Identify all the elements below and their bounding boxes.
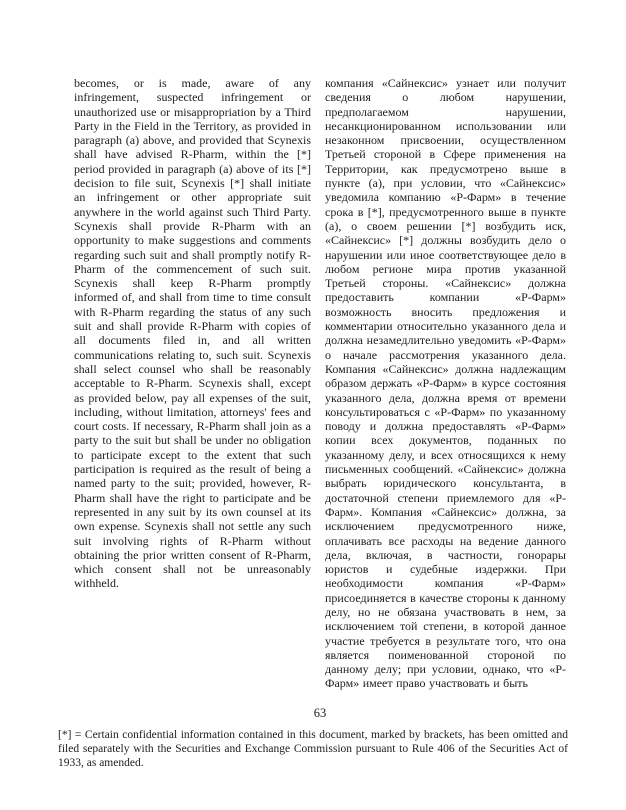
page-number: 63	[313, 706, 327, 720]
confidentiality-footnote: [*] = Certain confidential information contained in this document, marked by brackets, has been omitted and filed separately with the Securities and Exchange Commission pursuant to Rule 406 of the Securities Act of 1933, as amended.	[58, 729, 568, 769]
english-clause-column: becomes, or is made, aware of any infringement, suspected infringement or unauthorized use or misappropriation by a Third Party in the Field in the Territory, as provided in paragraph (a) above, and provided that Scynexis shall have advised R-Pharm, within the [*] period provided in paragraph (a) above of its [*] decision to file suit, Scynexis [*] shall initiate an infringement or other appropriate suit anywhere in the world against such Third Party. Scynexis shall provide R-Pharm with an opportunity to make suggestions and comments regarding such suit and shall promptly notify R-Pharm of the commencement of such suit. Scynexis shall keep R-Pharm promptly informed of, and shall from time to time consult with R-Pharm regarding the status of any such suit and shall provide R-Pharm with copies of all documents filed in, and all written communications relating to, such suit. Scynexis shall select counsel who shall be reasonably acceptable to R-Pharm. Scynexis shall, except as provided below, pay all expenses of the suit, including, without limitation, attorneys' fees and court costs. If necessary, R-Pharm shall join as a party to the suit but shall be under no obligation to participate except to the extent that such participation is required as the result of being a named party to the suit; provided, however, R-Pharm shall have the right to participate and be represented in any suit by its own counsel at its own expense. Scynexis shall not settle any such suit involving rights of R-Pharm without obtaining the prior written consent of R-Pharm, which consent shall not be unreasonably withheld.	[74, 76, 311, 591]
russian-clause-column: компания «Сайнексис» узнает или получит сведения о любом нарушении, предполагаемом нарушении, несанкционированном использовании или незаконном присвоении, осуществленном Третьей стороной в Сфере применения на Территории, как предусмотрено выше в пункте (а), при условии, что «Сайнексис» уведомила компанию «Р-Фарм» в течение срока в [*], предусмотренного выше в пункте (а), о своем решении [*] возбудить иск, «Сайнексис» [*] должны возбудить дело о нарушении или иное соответствующее дело в любом регионе мира против указанной Третьей стороны. «Сайнексис» должна предоставить компании «Р-Фарм» возможность вносить предложения и комментарии относительно указанного дела и должна незамедлительно уведомить «Р-Фарм» о начале рассмотрения указанного дела. Компания «Сайнексис» должна надлежащим образом держать «Р-Фарм» в курсе состояния указанного дела, должна время от времени консультироваться с «Р-Фарм» по указанному поводу и должна предоставлять «Р-Фарм» копии всех документов, поданных по указанному делу, и всех относящихся к нему письменных сообщений. «Сайнексис» должна выбрать юридического консультанта, в достаточной степени приемлемого для «Р-Фарм». Компания «Сайнексис» должна, за исключением предусмотренного ниже, оплачивать все расходы на ведение данного дела, включая, в частности, гонорары юристов и судебные издержки. При необходимости компания «Р-Фарм» присоединяется в качестве стороны к данному делу, но не обязана участвовать в нем, за исключением той степени, в которой данное участие требуется в результате того, что она является поименованной стороной по данному делу; при условии, однако, что «Р-Фарм» имеет право участвовать и быть	[325, 76, 566, 691]
two-column-body	[74, 76, 566, 691]
